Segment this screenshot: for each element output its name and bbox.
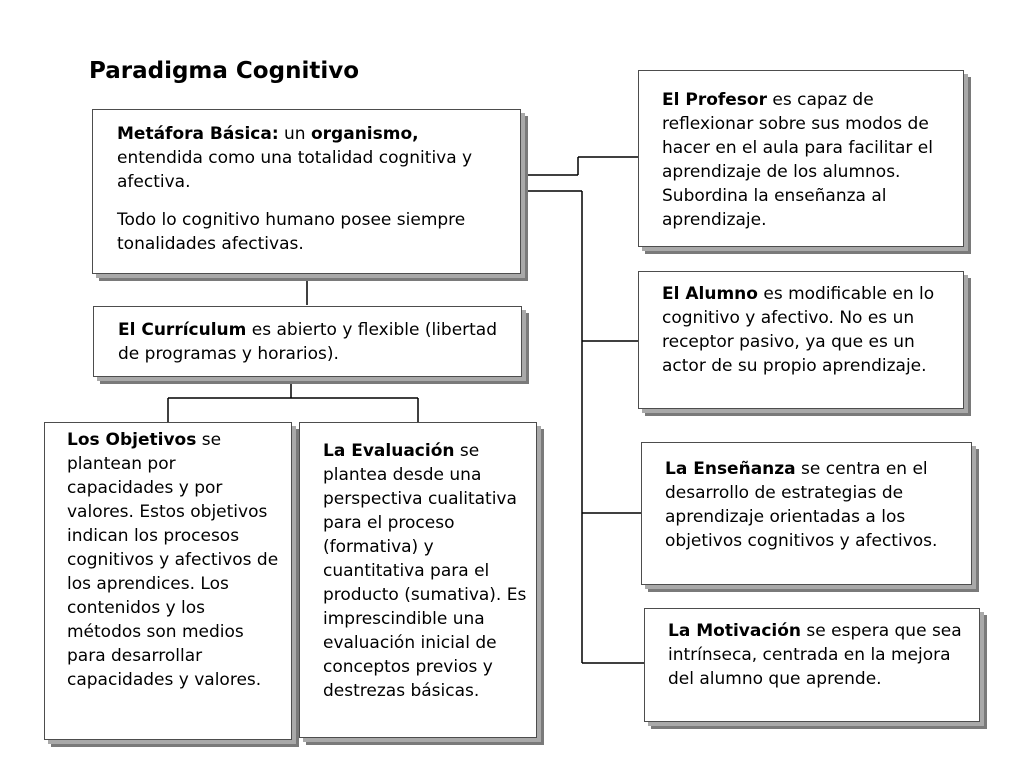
profesor-label: El Profesor: [662, 90, 767, 110]
motivacion-label: La Motivación: [668, 621, 802, 641]
profesor-box: [638, 70, 964, 247]
metafora-box: [92, 109, 521, 274]
objetivos-description: se plantean por capacidades y por valores. Estos objetivos indican los procesos cognitivos y afectivos de los aprendices. Los contenidos y los métodos son medios para desarrollar capacidades y valores.: [67, 430, 279, 690]
curriculum-box: [93, 306, 522, 377]
page-title: Paradigma Cognitivo: [89, 58, 360, 84]
alumno-description: es modificable en lo cognitivo y afectivo. No es un receptor pasivo, ya que es un actor de su propio aprendizaje.: [662, 284, 935, 376]
alumno-box: [638, 271, 964, 409]
metafora-text-1: un: [278, 124, 311, 144]
alumno-label: El Alumno: [662, 284, 758, 304]
organismo-label: organismo,: [310, 124, 419, 144]
evaluacion-label: La Evaluación: [323, 441, 455, 461]
alumno-text: [662, 282, 955, 378]
motivacion-box: [644, 608, 980, 722]
motivacion-description: se espera que sea intrínseca, centrada en la mejora del alumno que aprende.: [668, 621, 962, 689]
objetivos-label: Los Objetivos: [67, 430, 197, 450]
metafora-paragraph-2: Todo lo cognitivo humano posee siempre tonalidades afectivas.: [117, 210, 466, 254]
objetivos-box: [44, 422, 292, 740]
curriculum-text: [118, 318, 507, 366]
profesor-description: es capaz de reflexionar sobre sus modos de hacer en el aula para facilitar el aprendizaje de los alumnos. Subordina la enseñanza al aprendizaje.: [662, 90, 933, 230]
ensenanza-label: La Enseñanza: [665, 459, 796, 479]
metafora-paragraph-1: [117, 122, 506, 194]
evaluacion-box: [299, 422, 537, 738]
curriculum-label: El Currículum: [118, 320, 247, 340]
metafora-label: Metáfora Básica:: [117, 124, 279, 144]
profesor-text: [662, 88, 953, 232]
ensenanza-box: [641, 442, 972, 585]
curriculum-description: es abierto y flexible (libertad de programas y horarios).: [118, 320, 498, 364]
evaluacion-text: [323, 439, 528, 703]
evaluacion-description: se plantea desde una perspectiva cualitativa para el proceso (formativa) y cuantitativa para el producto (sumativa). Es imprescindible una evaluación inicial de conceptos previos y destrezas básicas.: [323, 441, 527, 701]
motivacion-text: [668, 619, 971, 691]
ensenanza-description: se centra en el desarrollo de estrategias de aprendizaje orientadas a los objetivos cognitivos y afectivos.: [665, 459, 938, 551]
objetivos-text: [67, 428, 283, 692]
ensenanza-text: [665, 457, 961, 553]
metafora-text-2: entendida como una totalidad cognitiva y afectiva.: [117, 148, 473, 192]
